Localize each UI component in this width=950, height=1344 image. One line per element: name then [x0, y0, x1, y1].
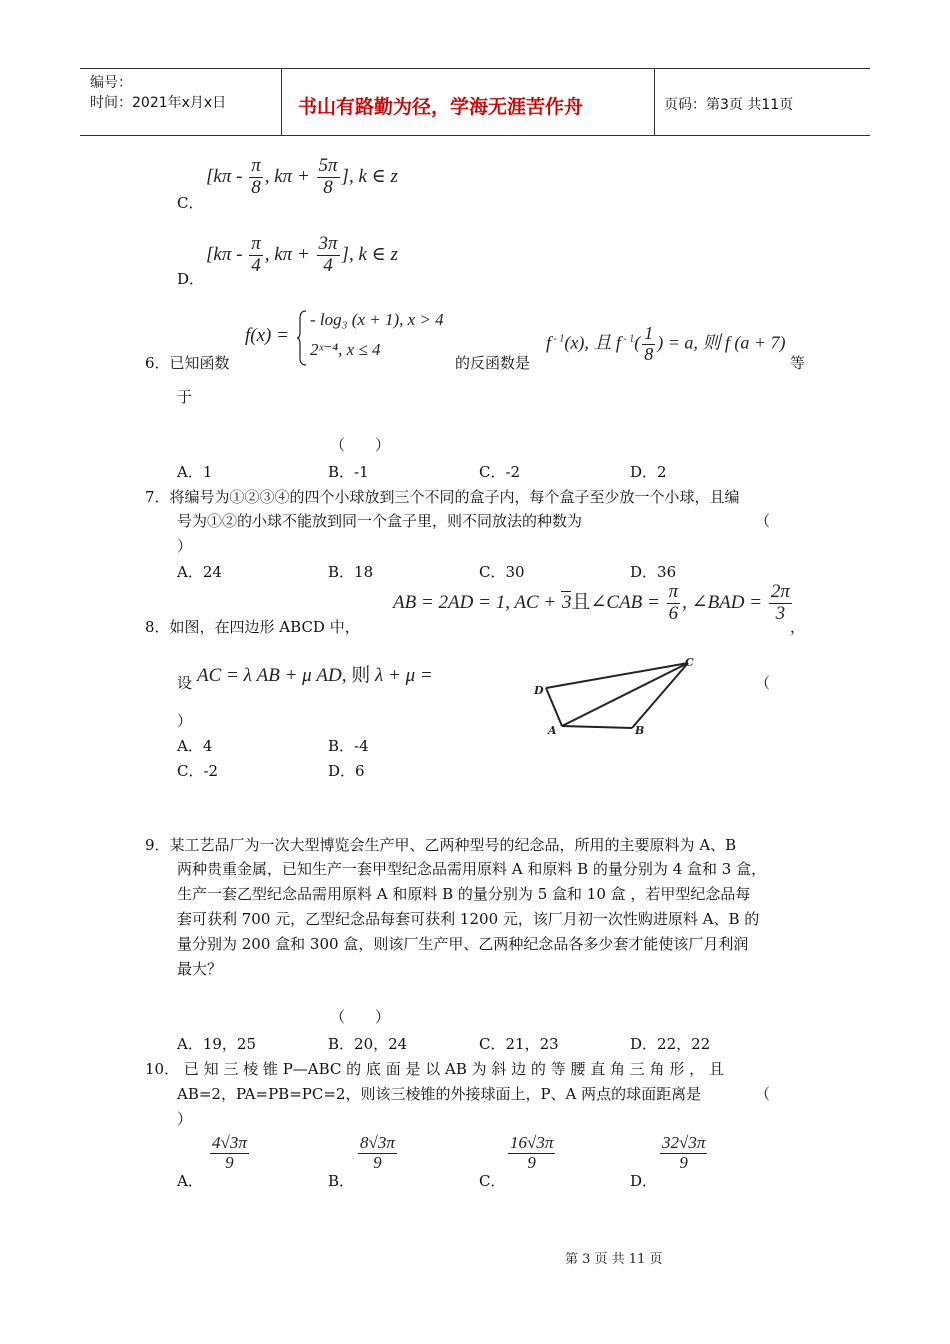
q5-option-d-label: D． [177, 270, 205, 288]
q6-line2: 于 [177, 388, 193, 406]
q10-option-c-value [506, 1134, 557, 1172]
q7-option-c: C．30 [479, 563, 525, 581]
q8-line2-prefix: 设 [177, 674, 193, 692]
header-bottom-rule [80, 135, 870, 136]
figure-label-d: D [534, 684, 544, 697]
q10-option-a-value [208, 1134, 251, 1172]
q6-answer-paren: （ ） [330, 436, 391, 454]
q9-line-1: 9．某工艺品厂为一次大型博览会生产甲、乙两种型号的纪念品，所用的主要原料为 A、B [145, 836, 737, 854]
q8-option-a: A．4 [177, 737, 213, 755]
figure-label-a: A [548, 724, 557, 737]
q9-option-d: D．22，22 [630, 1035, 711, 1053]
header-id-label: 编号： [90, 75, 132, 91]
q10-option-b-den: 9 [373, 1152, 382, 1172]
q6-brace [297, 310, 305, 366]
q6-prefix: 6．已知函数 [145, 354, 230, 372]
q6-suffix: 等 [790, 354, 806, 372]
q7-option-b: B．18 [328, 563, 374, 581]
q6-function-bottom: 2ˣ⁻⁴, x ≤ 4 [310, 340, 381, 359]
q9-option-c: C．21，23 [479, 1035, 559, 1053]
q10-option-b-value [356, 1134, 399, 1172]
q10-option-c-num: 16√3π [510, 1133, 554, 1152]
header-top-rule [80, 68, 870, 69]
q8-option-d: D．6 [328, 762, 365, 780]
q8-option-c: C．-2 [177, 762, 219, 780]
q8-condition: AB = 2AD = 1, AC + 3且∠CAB = $\frac{\pi}{6}$ , ∠BAD = $\frac{2\pi}{3}$ [393, 581, 790, 624]
q9-line-4: 套可获利 700 元，乙型纪念品每套可获利 1200 元，该厂月初一次性购进原料 A、B 的 [177, 910, 760, 928]
q10-line1: 10． 已 知 三 棱 锥 P—ABC 的 底 面 是 以 AB 为 斜 边 的 等 腰 直 角 三 角 形 ， 且 [145, 1060, 724, 1078]
q5-option-d-expr: [kπ - $\frac{\pi}{4}$ , kπ + $\frac{3\pi}{4}$ ], k ∈ z [206, 233, 398, 276]
q6-option-a: A．1 [177, 463, 213, 481]
q7-line1: 7．将编号为①②③④的四个小球放到三个不同的盒子内，每个盒子至少放一个小球，且编 [145, 488, 740, 506]
q10-option-a-num: 4√3π [212, 1133, 247, 1152]
q8-option-b: B．-4 [328, 737, 369, 755]
q10-paren-open: （ [755, 1085, 771, 1103]
q6-condition: f $^{- 1}$(x), 且 f $^{- 1}$( $\frac{1}{8}$ ) = a, 则 f (a + 7) [546, 323, 786, 364]
q6-option-c: C．-2 [479, 463, 521, 481]
q9-answer-paren: （ ） [330, 1008, 391, 1026]
q9-option-a: A．19，25 [177, 1035, 257, 1053]
q10-option-b-num: 8√3π [360, 1133, 395, 1152]
q9-option-b: B．20，24 [328, 1035, 408, 1053]
q7-paren-close: ） [177, 537, 193, 555]
figure-label-c: C [685, 656, 694, 669]
q10-option-a-den: 9 [225, 1152, 234, 1172]
q9-line-5: 量分别为 200 盒和 300 盒，则该厂生产甲、乙两种纪念品各多少套才能使该厂月利润 [177, 935, 749, 953]
header-motto: 书山有路勤为径，学海无涯苦作舟 [298, 96, 584, 118]
q7-option-a: A．24 [177, 563, 222, 581]
q6-option-d: D．2 [630, 463, 667, 481]
q10-option-d-num: 32√3π [662, 1133, 706, 1152]
q7-option-d: D．36 [630, 563, 677, 581]
q6-function-name: f(x) = [245, 325, 289, 346]
q10-option-d-value [658, 1134, 709, 1172]
q10-option-b-label: B． [328, 1172, 355, 1190]
q9-line-6: 最大？ [177, 960, 223, 978]
q10-option-d-label: D． [630, 1172, 658, 1190]
page-footer: 第 3 页 共 11 页 [565, 1252, 663, 1267]
q10-paren-close: ） [177, 1110, 193, 1128]
q6-function-top: - log₃ (x + 1), x > 4 [310, 310, 444, 329]
q8-line2-expr: AC = λ AB + μ AD, 则 λ + μ = [197, 665, 433, 686]
q10-option-c-label: C． [479, 1172, 506, 1190]
q6-option-b: B．-1 [328, 463, 369, 481]
q7-line2: 号为①②的小球不能放到同一个盒子里，则不同放法的种数为 [177, 512, 583, 530]
header-time-label: 时间：2021年x月x日 [90, 95, 227, 111]
q6-middle: 的反函数是 [455, 354, 531, 372]
q10-option-a-label: A． [177, 1172, 203, 1190]
q10-line2: AB=2，PA=PB=PC=2，则该三棱锥的外接球面上，P、A 两点的球面距离是 [177, 1085, 702, 1103]
q9-line-2: 两种贵重金属，已知生产一套甲型纪念品需用原料 A 和原料 B 的量分别为 4 盒和 3 盒， [177, 860, 767, 878]
q8-prefix: 8．如图，在四边形 ABCD 中， [145, 618, 360, 636]
q10-option-d-den: 9 [679, 1152, 688, 1172]
header-divider-right [654, 68, 655, 136]
q8-paren-open: （ [755, 674, 771, 692]
q5-option-c-expr: [kπ - $\frac{\pi}{8}$ , kπ + $\frac{5\pi}{8}$ ], k ∈ z [206, 155, 398, 198]
q7-paren-open: （ [755, 512, 771, 530]
figure-label-b: B [635, 724, 645, 737]
q10-option-c-den: 9 [527, 1152, 536, 1172]
q9-line-3: 生产一套乙型纪念品需用原料 A 和原料 B 的量分别为 5 盒和 10 盒 ，若甲型纪念品每 [177, 885, 751, 903]
q8-paren-close: ） [177, 712, 193, 730]
q8-figure [528, 650, 708, 745]
header-divider-left [281, 68, 282, 136]
q8-comma: ， [790, 618, 806, 636]
q5-option-c-label: C． [177, 194, 204, 212]
header-page-code: 页码：第3页 共11页 [664, 97, 794, 113]
